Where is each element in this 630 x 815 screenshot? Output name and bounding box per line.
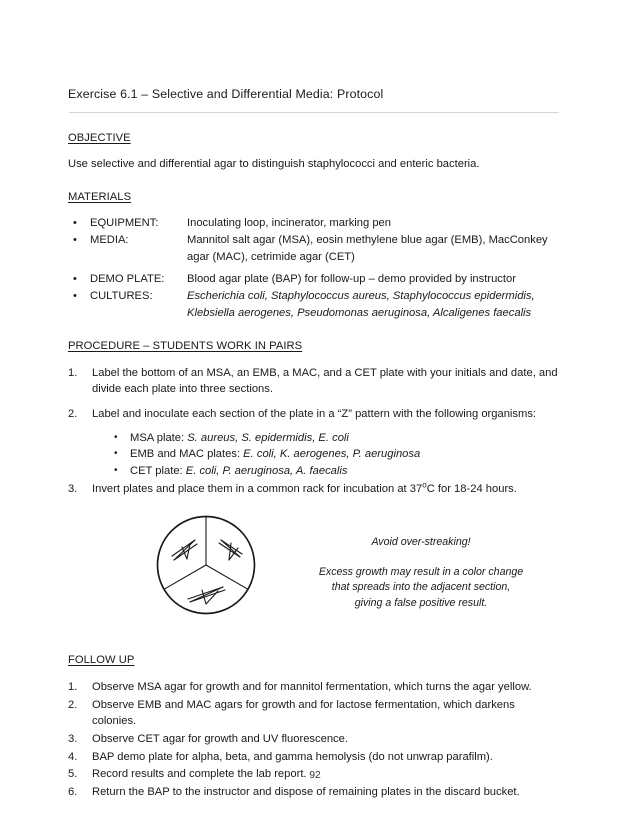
- sub-bullet-organisms: E. coli, P. aeruginosa, A. faecalis: [185, 464, 348, 477]
- step-text-before-temperature: Invert plates and place them in a common rack for incubation at 37: [92, 483, 423, 496]
- page-title: Exercise 6.1 – Selective and Differential Media: Protocol: [68, 87, 384, 101]
- procedure-step-2: [68, 406, 560, 422]
- materials-row-equipment: [68, 215, 560, 231]
- step-text: Label the bottom of an MSA, an EMB, a MAC, and a CET plate with your initials and date, and divide each plate into three sections.: [92, 367, 558, 396]
- bullet-icon: •: [114, 431, 118, 443]
- sub-bullet-text: [130, 430, 560, 446]
- materials-label: DEMO PLATE:: [90, 272, 165, 285]
- petri-dish-diagram-icon: [154, 513, 258, 617]
- materials-row-media: [68, 232, 560, 248]
- figure-caption-lead: Avoid over-streaking!: [371, 536, 471, 549]
- materials-value: Inoculating loop, incinerator, marking pen: [187, 217, 391, 229]
- sub-bullet-text: [130, 446, 560, 462]
- step-number: 1.: [68, 681, 78, 694]
- follow-up-step-4: [68, 749, 560, 765]
- materials-value: Klebsiella aerogenes, Pseudomonas aeruginosa, Alcaligenes faecalis: [187, 307, 532, 320]
- title-divider: [69, 112, 559, 113]
- materials-row-media-continued: [68, 249, 560, 265]
- step-text: Observe MSA agar for growth and for mannitol fermentation, which turns the agar yellow.: [92, 681, 532, 694]
- step-text-after-temperature: C for 18-24 hours.: [426, 483, 517, 496]
- materials-list: [68, 215, 560, 321]
- step-text: Record results and complete the lab report.: [92, 768, 307, 781]
- materials-row-cultures-continued: [68, 305, 560, 321]
- degree-symbol: o: [422, 480, 427, 490]
- materials-value: agar (MAC), cetrimide agar (CET): [187, 251, 355, 264]
- page-number: 92: [309, 770, 321, 781]
- step-number: 4.: [68, 750, 78, 763]
- step-text: Return the BAP to the instructor and dispose of remaining plates in the discard bucket.: [92, 785, 520, 798]
- figure-caption-line-1: Excess growth may result in a color change: [318, 565, 524, 578]
- materials-value: Escherichia coli, Staphylococcus aureus, Staphylococcus epidermidis,: [187, 289, 535, 302]
- step-number: 3.: [68, 483, 78, 496]
- sub-bullet-prefix: CET plate:: [130, 464, 186, 477]
- step-text: [92, 481, 560, 497]
- step-text: BAP demo plate for alpha, beta, and gamma hemolysis (do not unwrap parafilm).: [92, 750, 493, 763]
- page-content: [68, 86, 560, 802]
- step-text: Observe EMB and MAC agars for growth and for lactose fermentation, which darkens colonies.: [92, 698, 515, 728]
- bullet-icon: •: [73, 217, 77, 229]
- section-heading-procedure: PROCEDURE – STUDENTS WORK IN PAIRS: [68, 340, 303, 353]
- step-number: 2.: [68, 407, 78, 420]
- step-number: 2.: [68, 698, 78, 711]
- objective-text: Use selective and differential agar to distinguish staphylococci and enteric bacteria.: [68, 158, 480, 170]
- figure-caption-line-3: giving a false positive result.: [354, 596, 488, 609]
- sub-bullet-msa: [114, 430, 560, 446]
- step-number: 3.: [68, 732, 78, 745]
- bullet-icon: •: [73, 234, 77, 247]
- materials-label: MEDIA:: [90, 234, 129, 247]
- sub-bullet-text: [130, 463, 560, 479]
- section-heading-objective: OBJECTIVE: [68, 132, 131, 144]
- step-number: 6.: [68, 785, 78, 798]
- step-text: Label and inoculate each section of the plate in a “Z” pattern with the following organisms:: [92, 407, 537, 420]
- materials-value: Mannitol salt agar (MSA), eosin methylene blue agar (EMB), MacConkey: [187, 234, 548, 247]
- step-number: 1.: [68, 367, 78, 380]
- figure-caption-line-2: that spreads into the adjacent section,: [331, 581, 511, 594]
- bullet-icon: •: [73, 272, 77, 285]
- bullet-icon: •: [114, 448, 118, 460]
- sub-bullet-emb-mac: [114, 446, 560, 462]
- follow-up-step-3: [68, 731, 560, 747]
- sub-bullet-cet: [114, 463, 560, 479]
- figure-caption: [290, 535, 552, 611]
- materials-label: EQUIPMENT:: [90, 217, 159, 229]
- figure-block: [68, 513, 560, 635]
- procedure-step-3: [68, 481, 560, 497]
- step-text: Observe CET agar for growth and UV fluorescence.: [92, 732, 348, 745]
- sub-bullet-prefix: EMB and MAC plates:: [130, 448, 244, 461]
- sub-bullet-prefix: MSA plate:: [130, 431, 188, 444]
- procedure-sub-bullet-list: [114, 430, 560, 479]
- bullet-icon: •: [114, 464, 118, 476]
- materials-row-demo-plate: [68, 271, 560, 287]
- sub-bullet-organisms: S. aureus, S. epidermidis, E. coli: [187, 431, 349, 444]
- materials-value: Blood agar plate (BAP) for follow-up – demo provided by instructor: [187, 272, 516, 285]
- bullet-icon: •: [73, 289, 77, 302]
- materials-label: CULTURES:: [90, 289, 153, 302]
- follow-up-list: [68, 679, 560, 800]
- materials-row-cultures: [68, 288, 560, 304]
- step-number: 5.: [68, 768, 78, 781]
- follow-up-step-1: [68, 679, 560, 695]
- procedure-step-1: [68, 365, 560, 397]
- section-heading-materials: MATERIALS: [68, 191, 132, 203]
- procedure-list: [68, 365, 560, 497]
- follow-up-step-6: [68, 784, 560, 800]
- section-heading-follow-up: FOLLOW UP: [68, 654, 135, 667]
- follow-up-step-2: [68, 697, 560, 729]
- sub-bullet-organisms: E. coli, K. aerogenes, P. aeruginosa: [243, 448, 421, 461]
